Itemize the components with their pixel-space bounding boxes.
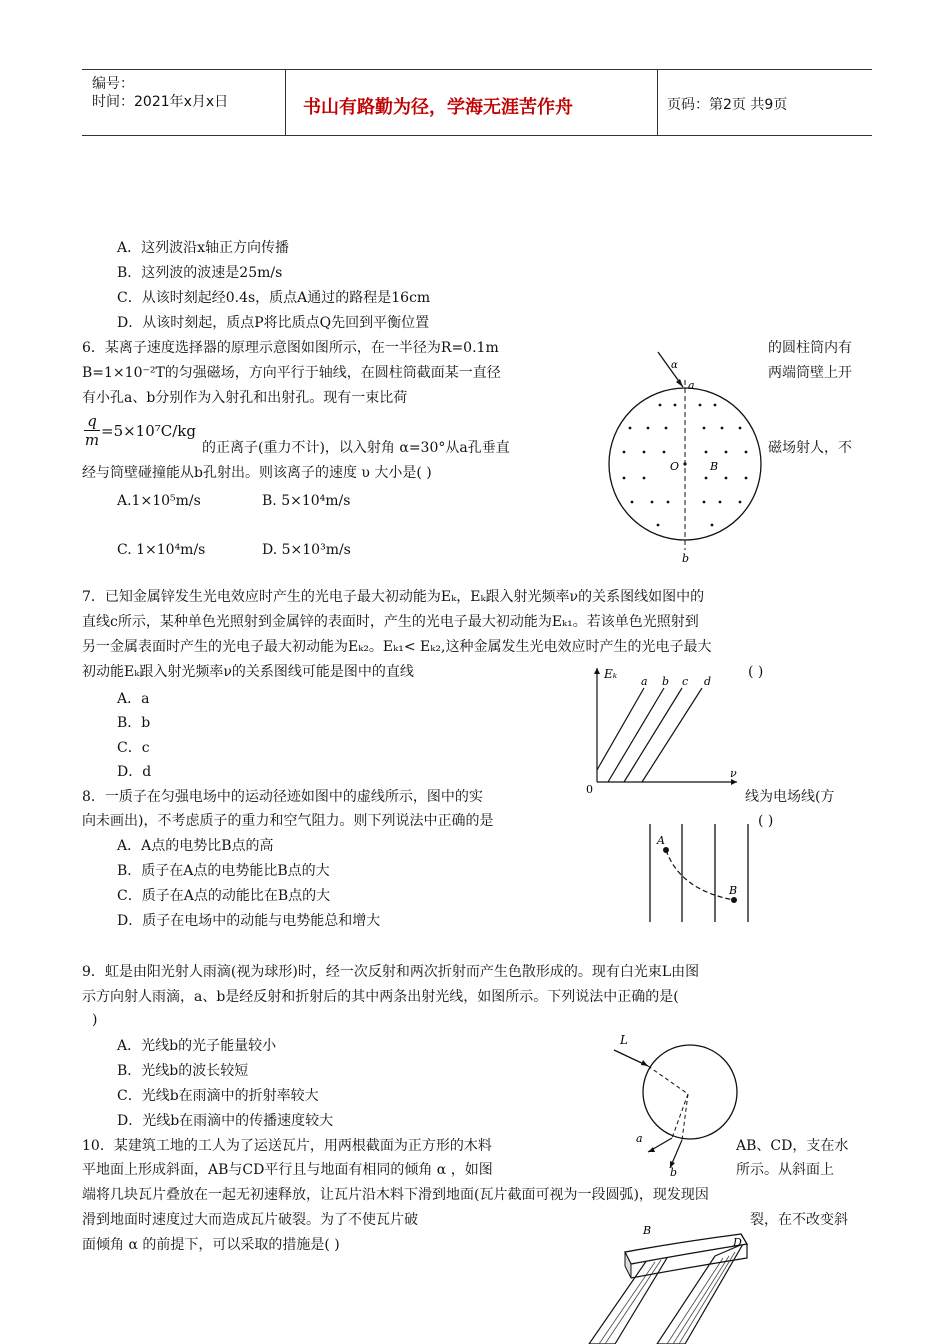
q8-point-B <box>731 897 737 903</box>
q8-line1a: 8．一质子在匀强电场中的运动径迹如图中的虚线所示，图中的实 <box>82 789 483 805</box>
q5-option-d: D．从该时刻起，质点P将比质点Q先回到平衡位置 <box>117 315 430 331</box>
q10-line3: 端将几块瓦片叠放在一起无初速释放，让瓦片沿木料下滑到地面(瓦片截面可视为一段圆弧)，现发现因 <box>82 1187 709 1203</box>
q6-option-d: D. 5×10³m/s <box>262 542 351 558</box>
q7-option-d: D．d <box>117 764 152 780</box>
header-time: 时间：2021年x月x日 <box>92 94 229 110</box>
q8-trajectory <box>666 850 734 900</box>
q8-line2: 向未画出)，不考虑质子的重力和空气阻力。则下列说法中正确的是 <box>82 813 494 829</box>
q5-option-a: A．这列波沿x轴正方向传播 <box>117 240 290 256</box>
header-motto: 书山有路勤为径，学海无涯苦作舟 <box>303 97 573 118</box>
q8-bracket: ( ) <box>758 813 774 829</box>
q10-line5: 面倾角 α 的前提下，可以采取的措施是( ) <box>82 1237 340 1253</box>
q6-line4b: 磁场射人，不 <box>768 440 852 456</box>
q7-line-a <box>597 688 644 770</box>
q9-option-c: C．光线b在雨滴中的折射率较大 <box>117 1088 319 1104</box>
q7-ek-graph <box>582 660 742 795</box>
q10-line2a: 平地面上形成斜面，AB与CD平行且与地面有相同的倾角 α ，如图 <box>82 1162 493 1178</box>
q6-label-O: O <box>670 460 680 473</box>
q9-raindrop-figure <box>610 1028 745 1176</box>
q9-drop-circle <box>643 1045 737 1139</box>
q6-fraction <box>84 412 100 449</box>
q7-label-c: c <box>682 675 689 688</box>
q8-line1b: 线为电场线(方 <box>745 789 835 805</box>
q6-option-c: C. 1×10⁴m/s <box>117 542 206 558</box>
q6-label-B: B <box>710 460 719 473</box>
q10-line1b: AB、CD，支在水 <box>736 1138 849 1154</box>
q7-line2: 直线c所示，某种单色光照射到金属锌的表面时，产生的光电子最大初动能为Eₖ₁。若该单色光照射到 <box>82 614 699 630</box>
q9-label-L: L <box>620 1033 628 1047</box>
q6-cylinder-figure <box>600 340 770 565</box>
q8-option-c: C．质子在A点的动能比在B点的大 <box>117 888 331 904</box>
q9-label-b: b <box>670 1166 678 1176</box>
q8-point-A <box>663 847 669 853</box>
q7-line-d <box>642 688 702 782</box>
header-page: 页码：第2页 共9页 <box>667 97 788 113</box>
header-divider-left <box>285 69 286 135</box>
header-number: 编号： <box>92 76 134 92</box>
q7-line-c <box>624 688 682 782</box>
q7-bracket: ( ) <box>748 664 764 680</box>
q6-fraction-num: q <box>87 412 97 430</box>
q8-field-figure <box>640 822 760 927</box>
q6-label-alpha: α <box>671 360 678 371</box>
header-divider-right <box>657 69 658 135</box>
q10-line4b: 裂，在不改变斜 <box>750 1212 848 1228</box>
q9-line3: ) <box>92 1012 98 1028</box>
q10-line1a: 10．某建筑工地的工人为了运送瓦片，用两根截面为正方形的木料 <box>82 1138 492 1154</box>
q7-xlabel: ν <box>730 767 737 780</box>
q7-line4: 初动能Eₖ跟入射光频率ν的关系图线可能是图中的直线 <box>82 664 414 680</box>
q9-label-a: a <box>636 1132 643 1145</box>
q6-line2a: B=1×10⁻²T的匀强磁场，方向平行于轴线，在圆柱筒截面某一直径 <box>82 365 501 381</box>
q8-label-B: B <box>729 884 738 897</box>
q6-line2b: 两端筒壁上开 <box>768 365 852 381</box>
q6-line3: 有小孔a、b分别作为入射孔和出射孔。现有一束比荷 <box>82 390 408 406</box>
q10-line2b: 所示。从斜面上 <box>736 1162 834 1178</box>
q10-label-D: D <box>733 1236 742 1249</box>
q7-label-b: b <box>662 675 670 688</box>
q6-line1b: 的圆柱筒内有 <box>768 340 852 356</box>
q7-origin: 0 <box>586 783 593 795</box>
q9-line1: 9．虹是由阳光射人雨滴(视为球形)时，经一次反射和两次折射而产生色散形成的。现有白光束L由图 <box>82 964 700 980</box>
q6-label-a: a <box>688 379 695 392</box>
q7-label-d: d <box>704 675 712 688</box>
q7-label-a: a <box>641 675 648 688</box>
q6-line4a: 的正离子(重力不计)，以入射角 α=30°从a孔垂直 <box>202 440 510 456</box>
q7-ylabel: Eₖ <box>604 667 618 681</box>
q9-refracted-path <box>648 1066 688 1094</box>
q7-option-b: B．b <box>117 715 151 731</box>
q6-option-a: A.1×10⁵m/s <box>117 493 201 509</box>
q9-option-a: A．光线b的光子能量较小 <box>117 1038 277 1054</box>
header-top-rule <box>82 69 872 70</box>
q6-option-b: B. 5×10⁴m/s <box>262 493 351 509</box>
q6-arrowhead <box>676 379 683 387</box>
q6-ratio-value: =5×10⁷C/kg <box>101 422 197 440</box>
q8-option-b: B．质子在A点的电势能比B点的大 <box>117 863 330 879</box>
q7-option-c: C．c <box>117 740 150 756</box>
q6-line5: 经与筒壁碰撞能从b孔射出。则该离子的速度 υ 大小是( ) <box>82 465 432 481</box>
q8-label-A: A <box>657 834 665 847</box>
q6-fraction-den: m <box>84 431 100 449</box>
q8-option-d: D．质子在电场中的动能与电势能总和增大 <box>117 913 381 929</box>
q6-line1a: 6．某离子速度选择器的原理示意图如图所示，在一半径为R=0.1m <box>82 340 499 356</box>
q10-line4a: 滑到地面时速度过大而造成瓦片破裂。为了不使瓦片破 <box>82 1212 418 1228</box>
header-bottom-rule <box>82 135 872 136</box>
q10-slope-figure <box>585 1222 775 1344</box>
q9-line2: 示方向射人雨滴，a、b是经反射和折射后的其中两条出射光线，如图所示。下列说法中正确的是( <box>82 989 679 1005</box>
q9-option-d: D．光线b在雨滴中的传播速度较大 <box>117 1113 334 1129</box>
q8-option-a: A．A点的电势比B点的高 <box>117 838 274 854</box>
q7-line3: 另一金属表面时产生的光电子最大初动能为Eₖ₂。Eₖ₁< Eₖ₂,这种金属发生光电效应时产生的光电子最大 <box>82 639 712 655</box>
q5-option-b: B．这列波的波速是25m/s <box>117 265 283 281</box>
q10-label-B: B <box>643 1224 652 1237</box>
q7-option-a: A．a <box>117 691 150 707</box>
q7-line1: 7．已知金属锌发生光电效应时产生的光电子最大初动能为Eₖ，Eₖ跟入射光频率ν的关系图线如图中的 <box>82 589 705 605</box>
q5-option-c: C．从该时刻起经0.4s，质点A通过的路程是16cm <box>117 290 431 306</box>
q9-option-b: B．光线b的波长较短 <box>117 1063 249 1079</box>
q6-label-b: b <box>682 552 690 565</box>
